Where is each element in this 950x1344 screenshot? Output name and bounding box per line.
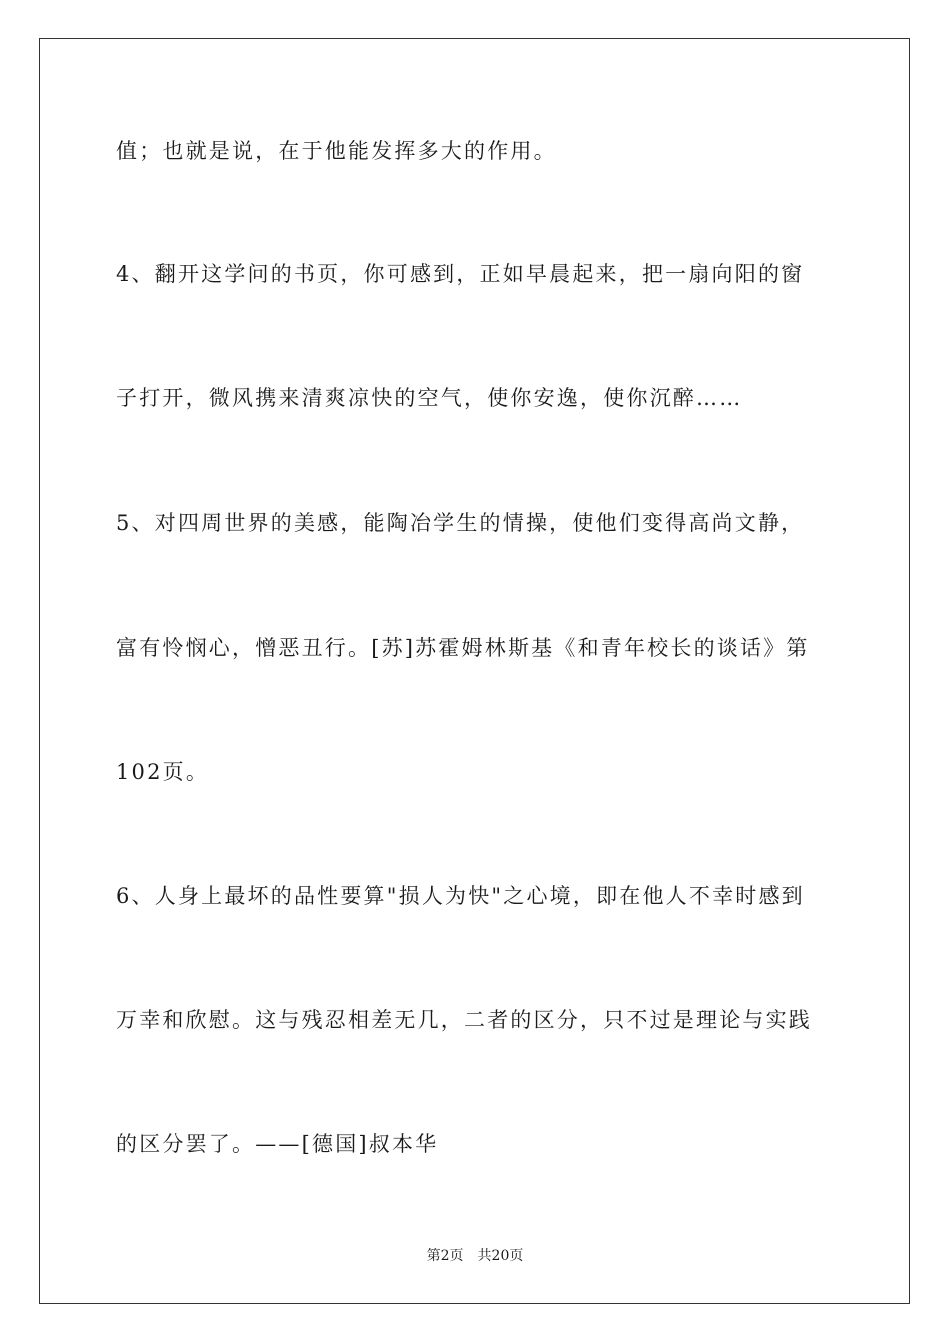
text-line-8: 万幸和欣慰。这与残忍相差无几，二者的区分，只不过是理论与实践 [116,1008,812,1032]
text-line-1: 值；也就是说，在于他能发挥多大的作用。 [116,139,557,163]
text-line-4: 5、对四周世界的美感，能陶冶学生的情操，使他们变得高尚文静， [116,511,805,535]
text-line-7: 6、人身上最坏的品性要算"损人为快"之心境，即在他人不幸时感到 [116,884,805,908]
text-line-9: 的区分罢了。——[德国]叔本华 [116,1132,439,1156]
total-page-count: 共20页 [477,1248,524,1264]
page-border [39,38,910,1304]
text-line-5: 富有怜悯心，憎恶丑行。[苏]苏霍姆林斯基《和青年校长的谈话》第 [116,636,810,660]
current-page-number: 第2页 [426,1248,464,1264]
text-line-6: 102页。 [116,760,210,784]
text-line-3: 子打开，微风携来清爽凉快的空气，使你安逸，使你沉醉…… [116,386,743,410]
page-footer [0,1246,950,1266]
text-line-2: 4、翻开这学问的书页，你可感到，正如早晨起来，把一扇向阳的窗 [116,262,805,286]
